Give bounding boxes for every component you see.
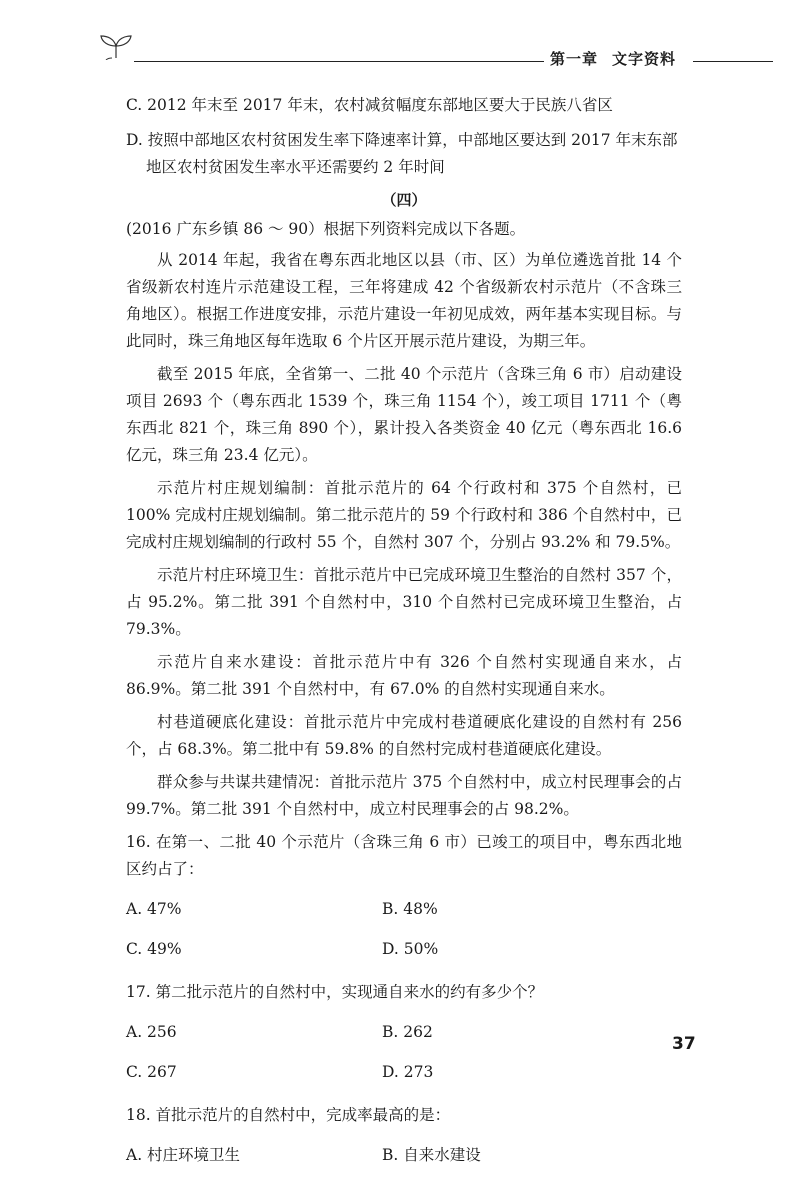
prev-option-c: C. 2012 年末至 2017 年末，农村减贫幅度东部地区要大于民族八省区 (126, 96, 613, 114)
paragraph: 村巷道硬底化建设：首批示范片中完成村巷道硬底化建设的自然村有 256 个，占 68.3%。第二批中有 59.8% 的自然村完成村巷道硬底化建设。 (126, 713, 682, 758)
option: B. 48% (382, 900, 438, 918)
option: A. 47% (126, 900, 182, 918)
page-number: 37 (672, 1034, 696, 1054)
paragraph: 截至 2015 年底，全省第一、二批 40 个示范片（含珠三角 6 市）启动建设项目 2693 个（粤东西北 1539 个，珠三角 1154 个），竣工项目 1711 个（粤东西北 821 个，珠三角 890 个），累计投入各类资金 40 亿元（粤东西北 16.6 亿元，珠三角 23.4 亿元）。 (126, 365, 682, 464)
header-rule-left (134, 61, 544, 62)
paragraph: 示范片自来水建设：首批示范片中有 326 个自然村实现通自来水，占 86.9%。第二批 391 个自然村中，有 67.0% 的自然村实现通自来水。 (126, 653, 682, 698)
option: A. 256 (126, 1023, 177, 1041)
option: B. 自来水建设 (382, 1146, 481, 1164)
question-17-stem: 17. 第二批示范片的自然村中，实现通自来水的约有多少个？ (126, 983, 544, 1001)
question-16-stem: 16. 在第一、二批 40 个示范片（含珠三角 6 市）已竣工的项目中，粤东西北地区约占了： (126, 833, 682, 878)
paragraph: 示范片村庄规划编制：首批示范片的 64 个行政村和 375 个自然村，已 100% 完成村庄规划编制。第二批示范片的 59 个行政村和 386 个自然村中，已完成村庄规划编制的行政村 55 个，自然村 307 个，分别占 93.2% 和 79.5%。 (126, 479, 682, 551)
chapter-heading (550, 48, 676, 69)
question-18-stem: 18. 首批示范片的自然村中，完成率最高的是： (126, 1106, 451, 1124)
question-18-options (126, 1135, 682, 1175)
paragraph: 示范片村庄环境卫生：首批示范片中已完成环境卫生整治的自然村 357 个，占 95.2%。第二批 391 个自然村中，310 个自然村已完成环境卫生整治，占 79.3%。 (126, 566, 682, 638)
chapter-label: 第一章 (550, 50, 599, 68)
option: D. 273 (382, 1063, 434, 1081)
option: C. 267 (126, 1063, 177, 1081)
header-rule-right (693, 61, 773, 62)
page-header (88, 34, 800, 74)
paragraph: 从 2014 年起，我省在粤东西北地区以县（市、区）为单位遴选首批 14 个省级新农村连片示范建设工程，三年将建成 42 个省级新农村示范片（不含珠三角地区）。根据工作进度安排，示范片建设一年初见成效，两年基本实现目标。与此同时，珠三角地区每年选取 6 个片区开展示范片建设，为期三年。 (126, 251, 682, 350)
page-content (126, 92, 682, 1185)
section-title: （四） (381, 191, 427, 209)
prev-option-d: D. 按照中部地区农村贫困发生率下降速率计算，中部地区要达到 2017 年末东部地区农村贫困发生率水平还需要约 2 年时间 (126, 131, 678, 176)
option: A. 村庄环境卫生 (126, 1146, 241, 1164)
section-source: (2016 广东乡镇 86 ～ 90）根据下列资料完成以下各题。 (126, 220, 526, 238)
question-17-options (126, 1012, 682, 1092)
option: D. 50% (382, 940, 439, 958)
option: C. 49% (126, 940, 182, 958)
section-label: 文字资料 (612, 50, 677, 68)
question-16-options (126, 889, 682, 969)
sprout-leaf-icon (98, 34, 134, 60)
option: B. 262 (382, 1023, 433, 1041)
paragraph: 群众参与共谋共建情况：首批示范片 375 个自然村中，成立村民理事会的占 99.7%。第二批 391 个自然村中，成立村民理事会的占 98.2%。 (126, 773, 682, 818)
